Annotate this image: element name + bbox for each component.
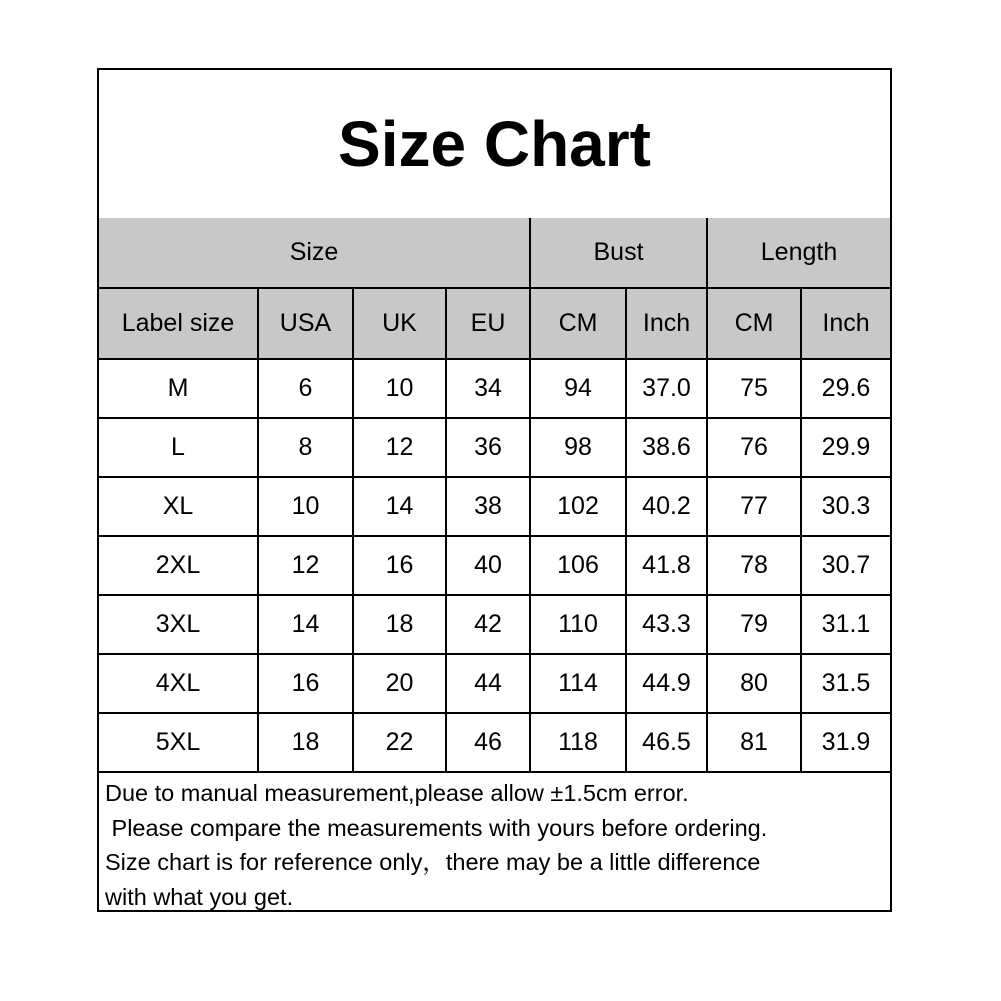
size-table (99, 218, 890, 773)
table-cell: 10 (353, 359, 446, 418)
column-header: CM (530, 288, 626, 359)
column-header: Inch (626, 288, 707, 359)
table-cell: M (99, 359, 258, 418)
table-cell: 16 (258, 654, 353, 713)
group-header-length: Length (707, 218, 890, 288)
column-header: UK (353, 288, 446, 359)
table-cell: 12 (353, 418, 446, 477)
column-header: USA (258, 288, 353, 359)
table-cell: 77 (707, 477, 801, 536)
note-line: with what you get. (105, 883, 294, 910)
table-cell: 118 (530, 713, 626, 772)
table-cell: 29.6 (801, 359, 890, 418)
table-cell: 31.5 (801, 654, 890, 713)
table-cell: 102 (530, 477, 626, 536)
column-header: Inch (801, 288, 890, 359)
table-cell: 38.6 (626, 418, 707, 477)
table-cell: 31.9 (801, 713, 890, 772)
table-cell: 6 (258, 359, 353, 418)
table-cell: 14 (258, 595, 353, 654)
table-body (99, 359, 890, 772)
group-header-size: Size (99, 218, 530, 288)
table-cell: 46.5 (626, 713, 707, 772)
table-cell: 42 (446, 595, 530, 654)
table-cell: 5XL (99, 713, 258, 772)
column-header: EU (446, 288, 530, 359)
table-cell: 38 (446, 477, 530, 536)
column-header: CM (707, 288, 801, 359)
table-cell: 43.3 (626, 595, 707, 654)
table-cell: 18 (258, 713, 353, 772)
group-header-bust: Bust (530, 218, 707, 288)
table-cell: 4XL (99, 654, 258, 713)
column-header-row (99, 288, 890, 359)
table-cell: 94 (530, 359, 626, 418)
table-cell: 75 (707, 359, 801, 418)
table-cell: 29.9 (801, 418, 890, 477)
table-cell: 2XL (99, 536, 258, 595)
table-cell: 44.9 (626, 654, 707, 713)
table-cell: 34 (446, 359, 530, 418)
table-cell: 37.0 (626, 359, 707, 418)
table-cell: 106 (530, 536, 626, 595)
note-line: Due to manual measurement,please allow ±1.5cm error. (105, 780, 689, 806)
table-cell: 81 (707, 713, 801, 772)
note-line: Please compare the measurements with yours before ordering. (105, 814, 768, 841)
table-cell: 36 (446, 418, 530, 477)
chart-title: Size Chart (338, 108, 651, 180)
table-cell: 41.8 (626, 536, 707, 595)
table-row (99, 418, 890, 477)
table-cell: L (99, 418, 258, 477)
table-cell: 80 (707, 654, 801, 713)
measurement-notes (99, 770, 890, 914)
table-cell: 44 (446, 654, 530, 713)
table-row (99, 595, 890, 654)
table-cell: 40 (446, 536, 530, 595)
table-cell: 46 (446, 713, 530, 772)
table-cell: 20 (353, 654, 446, 713)
table-cell: 18 (353, 595, 446, 654)
table-cell: 16 (353, 536, 446, 595)
table-cell: 30.3 (801, 477, 890, 536)
table-cell: 110 (530, 595, 626, 654)
table-cell: 14 (353, 477, 446, 536)
note-line: Size chart is for reference only，there may be a little difference (105, 849, 761, 875)
table-row (99, 713, 890, 772)
table-row (99, 536, 890, 595)
table-cell: 30.7 (801, 536, 890, 595)
table-row (99, 359, 890, 418)
table-cell: 79 (707, 595, 801, 654)
size-chart-frame (97, 68, 892, 912)
group-header-row (99, 218, 890, 288)
table-cell: 78 (707, 536, 801, 595)
table-cell: 76 (707, 418, 801, 477)
table-cell: 40.2 (626, 477, 707, 536)
table-row (99, 477, 890, 536)
table-cell: 8 (258, 418, 353, 477)
table-cell: 98 (530, 418, 626, 477)
table-cell: 114 (530, 654, 626, 713)
title-area (99, 70, 890, 220)
table-cell: 22 (353, 713, 446, 772)
table-cell: 12 (258, 536, 353, 595)
table-cell: 10 (258, 477, 353, 536)
table-row (99, 654, 890, 713)
column-header: Label size (99, 288, 258, 359)
table-cell: 31.1 (801, 595, 890, 654)
table-cell: 3XL (99, 595, 258, 654)
table-cell: XL (99, 477, 258, 536)
